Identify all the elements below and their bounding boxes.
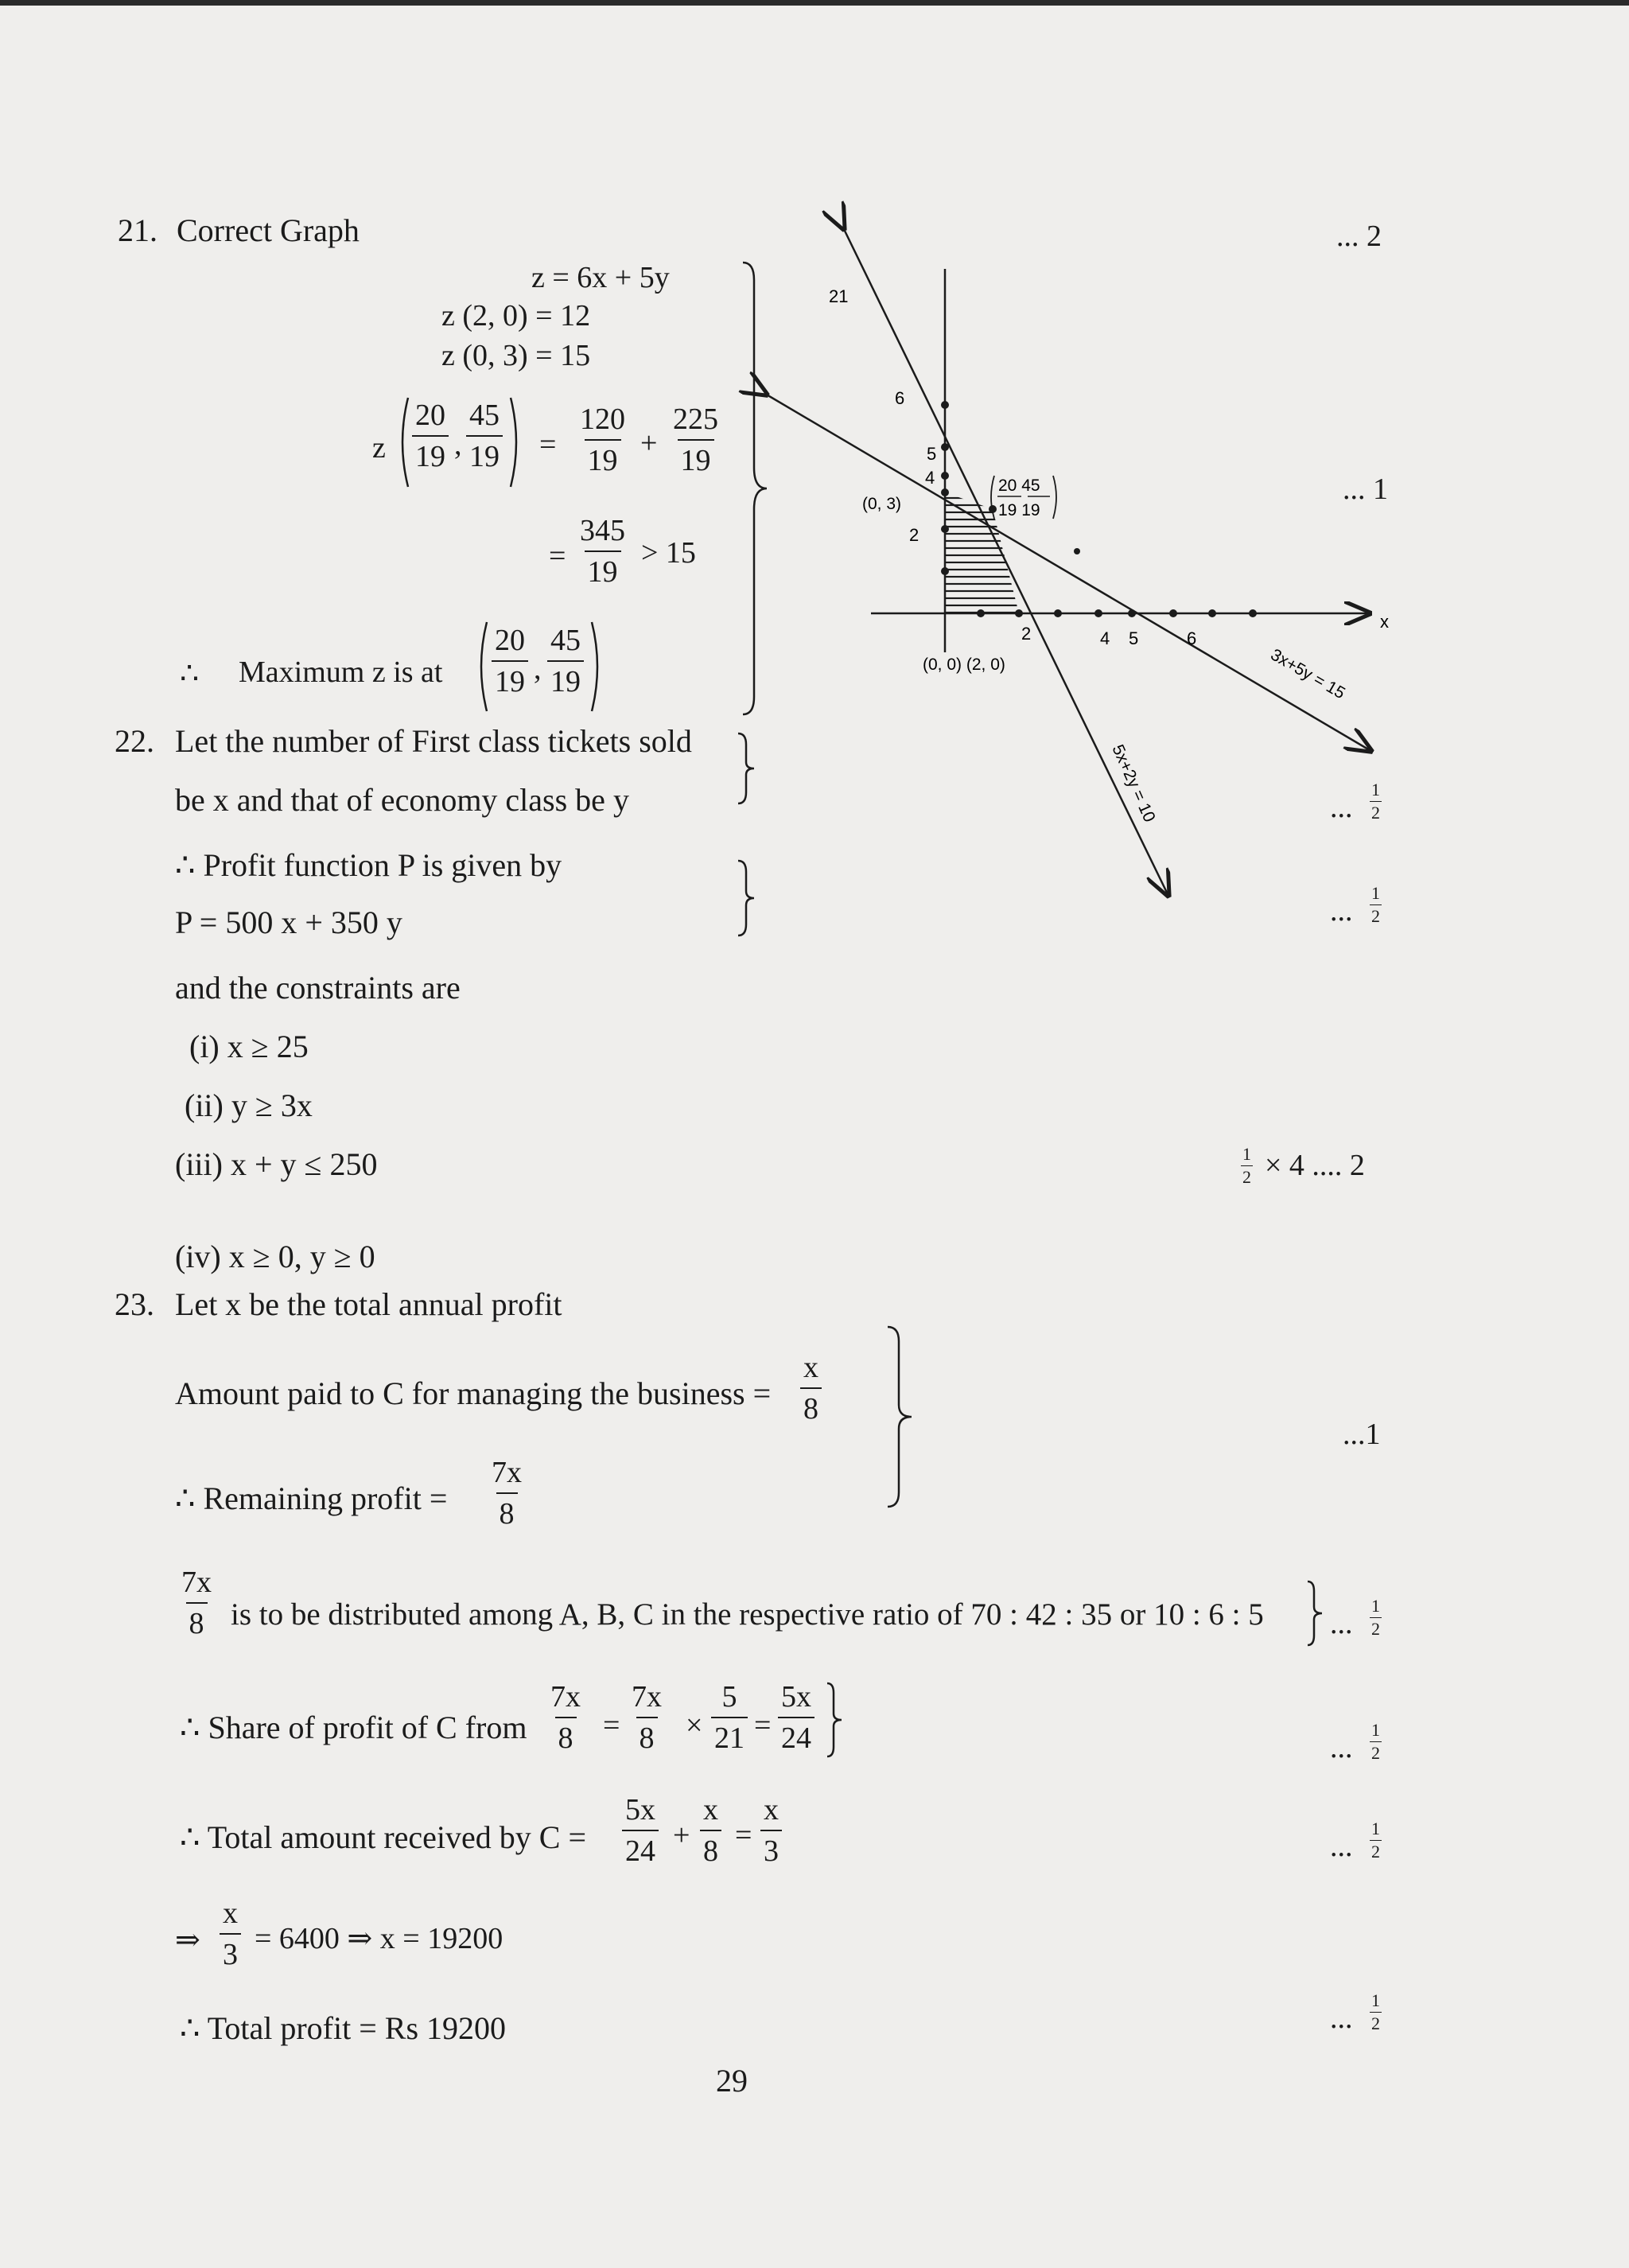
q23-profit-text: ∴ Total profit = Rs 19200 xyxy=(180,2010,507,2046)
implies-sign: ⇒ xyxy=(175,1924,200,1957)
greater-than-15: > 15 xyxy=(641,536,696,570)
point-x6 xyxy=(1169,609,1177,617)
q23-half-5: $\frac{1}{2}$ xyxy=(1371,1990,1380,2033)
q21-max-text: Maximum z is at xyxy=(239,656,443,689)
label-origin: (0, 0) (2, 0) xyxy=(923,656,1005,674)
q23-paid-text: Amount paid to C for managing the business = xyxy=(175,1375,772,1411)
point-y3 xyxy=(941,488,949,496)
q21-z-at-2-0: z (2, 0) = 12 xyxy=(441,299,591,333)
q23-remaining-text: ∴ Remaining profit = xyxy=(175,1480,448,1516)
q22-half-a: $\frac{1}{2}$ xyxy=(1371,780,1380,823)
plus-sign: + xyxy=(640,426,658,460)
q21-z-at-0-3: z (0, 3) = 15 xyxy=(441,339,591,372)
point-x7 xyxy=(1208,609,1216,617)
q23-solve-text: = 6400 ⇒ x = 19200 xyxy=(255,1922,503,1955)
fraction-7x-8: $\frac{7x}{8}$ xyxy=(492,1456,522,1531)
q21-heading: Correct Graph xyxy=(177,212,360,248)
x-tick-2: 2 xyxy=(1021,624,1032,644)
y-tick-2: 2 xyxy=(909,525,919,545)
right-paren xyxy=(507,396,523,488)
q22-half-c: $\frac{1}{2}$ xyxy=(1242,1144,1251,1187)
q22-number: 22. xyxy=(115,723,154,759)
equals-sign: = xyxy=(603,1709,620,1742)
equals-sign: = xyxy=(549,539,566,573)
therefore-sign: ∴ xyxy=(180,657,200,691)
q22-brace-2 xyxy=(735,859,759,937)
x-tick-6: 6 xyxy=(1187,628,1197,648)
fraction-5x-24: $\frac{5x}{24}$ xyxy=(622,1795,659,1866)
fraction-x-8: $\frac{x}{8}$ xyxy=(700,1795,721,1866)
constraint-i: (i) x ≥ 25 xyxy=(189,1029,309,1064)
q23-total-text: ∴ Total amount received by C = xyxy=(180,1819,587,1855)
q22-mark-c: × 4 .... 2 xyxy=(1265,1149,1365,1182)
q22-brace-1 xyxy=(735,732,759,805)
y-tick-4: 4 xyxy=(925,468,935,488)
q23-half-2: $\frac{1}{2}$ xyxy=(1371,1596,1380,1639)
point-y1 xyxy=(941,567,949,575)
q22-half-b: $\frac{1}{2}$ xyxy=(1371,883,1380,926)
point-x2 xyxy=(1015,609,1023,617)
comma: , xyxy=(534,652,542,686)
page-number: 29 xyxy=(716,2063,748,2099)
x-axis-label: x xyxy=(1380,612,1389,632)
q22-line5: and the constraints are xyxy=(175,970,461,1006)
q23-mark-5: ... xyxy=(1330,2002,1353,2035)
constraint-ii: (ii) y ≥ 3x xyxy=(185,1087,313,1123)
q22-mark-a: ... xyxy=(1330,791,1353,824)
equals-sign: = xyxy=(754,1709,772,1742)
label-0-3: (0, 3) xyxy=(862,495,902,513)
q22-line4: P = 500 x + 350 y xyxy=(175,904,402,940)
q23-line1: Let x be the total annual profit xyxy=(175,1286,562,1322)
fraction-45-19: $\frac{45}{19}$ xyxy=(466,400,503,472)
scan-top-edge xyxy=(0,0,1629,6)
q21-number: 21. xyxy=(118,212,157,248)
left-paren xyxy=(395,396,411,488)
comma: , xyxy=(454,428,462,461)
q23-brace-3 xyxy=(824,1682,845,1758)
fraction-45-19: $\frac{45}{19}$ xyxy=(547,625,584,697)
fraction-20-19: $\frac{20}{19}$ xyxy=(492,625,528,697)
plus-sign: + xyxy=(673,1819,690,1852)
point-y5 xyxy=(941,443,949,451)
fraction-7x-8: $\frac{7x}{8}$ xyxy=(550,1680,581,1755)
line-label-3x-5y: 3x+5y = 15 xyxy=(1267,645,1348,703)
q23-distribute-text: is to be distributed among A, B, C in the respective ratio of 70 : 42 : 35 or 10 : 6 : 5 xyxy=(231,1597,1264,1632)
left-paren xyxy=(474,620,490,713)
fraction-225-19: $\frac{225}{19}$ xyxy=(673,403,718,477)
q22-mark-b: ... xyxy=(1330,894,1353,928)
fraction-120-19: $\frac{120}{19}$ xyxy=(580,403,625,477)
point-x4 xyxy=(1094,609,1102,617)
point-x5 xyxy=(1128,609,1136,617)
equals-sign: = xyxy=(539,428,557,461)
q21-mark-top: ... 2 xyxy=(1336,220,1382,253)
point-x3 xyxy=(1054,609,1062,617)
fraction-x-8: $\frac{x}{8}$ xyxy=(800,1352,822,1424)
fraction-5x-24: $\frac{5x}{24}$ xyxy=(778,1682,814,1753)
constraint-iv: (iv) x ≥ 0, y ≥ 0 xyxy=(175,1239,375,1274)
y-tick-21: 21 xyxy=(829,286,849,306)
line-5x-2y-10 xyxy=(843,228,1168,894)
fraction-7x-8: $\frac{7x}{8}$ xyxy=(632,1680,662,1755)
line-3x-5y-15 xyxy=(765,394,1370,750)
q23-mark-1: ...1 xyxy=(1343,1418,1381,1451)
fraction-345-19: $\frac{345}{19}$ xyxy=(580,514,625,589)
equals-sign: = xyxy=(735,1819,752,1852)
fraction-20-19: $\frac{20}{19}$ xyxy=(412,400,449,472)
point-y2 xyxy=(941,525,949,533)
times-sign: × xyxy=(686,1709,703,1742)
fraction-x-3: $\frac{x}{3}$ xyxy=(220,1898,241,1970)
fraction-x-3: $\frac{x}{3}$ xyxy=(760,1795,782,1866)
q23-brace-2 xyxy=(1304,1580,1325,1647)
q21-z-letter: z xyxy=(372,431,386,465)
x-tick-4: 4 xyxy=(1100,628,1110,648)
vertex-label-rparen xyxy=(1053,476,1056,519)
q21-objective: z = 6x + 5y xyxy=(531,261,670,294)
constraint-iii: (iii) x + y ≤ 250 xyxy=(175,1146,378,1182)
y-tick-5: 5 xyxy=(927,444,937,464)
q23-half-3: $\frac{1}{2}$ xyxy=(1371,1720,1380,1763)
point-free xyxy=(1074,548,1080,554)
q23-mark-2: ... xyxy=(1330,1607,1353,1640)
q23-mark-3: ... xyxy=(1330,1731,1353,1764)
point-y6 xyxy=(941,401,949,409)
line-label-5x-2y: 5x+2y = 10 xyxy=(1108,741,1159,825)
q22-line2: be x and that of economy class be y xyxy=(175,782,629,818)
q22-line1: Let the number of First class tickets sold xyxy=(175,723,692,759)
x-tick-5: 5 xyxy=(1129,628,1139,648)
q21-mark-mid: ... 1 xyxy=(1343,473,1388,506)
q23-mark-4: ... xyxy=(1330,1830,1353,1863)
fraction-5-21: $\frac{5}{21}$ xyxy=(711,1682,748,1753)
vertex-label-denominators: 19 19 xyxy=(998,501,1040,519)
q23-number: 23. xyxy=(115,1286,154,1322)
q23-brace-1 xyxy=(884,1325,916,1508)
q22-line3: ∴ Profit function P is given by xyxy=(175,847,562,883)
right-paren xyxy=(589,620,605,713)
point-y4 xyxy=(941,472,949,480)
y-tick-6: 6 xyxy=(895,388,905,408)
point-x1 xyxy=(977,609,985,617)
fraction-7x-8: $\frac{7x}{8}$ xyxy=(181,1566,212,1640)
vertex-label-numerators: 20 45 xyxy=(998,477,1040,495)
q23-half-4: $\frac{1}{2}$ xyxy=(1371,1819,1380,1861)
point-x8 xyxy=(1249,609,1257,617)
q23-share-text: ∴ Share of profit of C from xyxy=(180,1710,527,1745)
